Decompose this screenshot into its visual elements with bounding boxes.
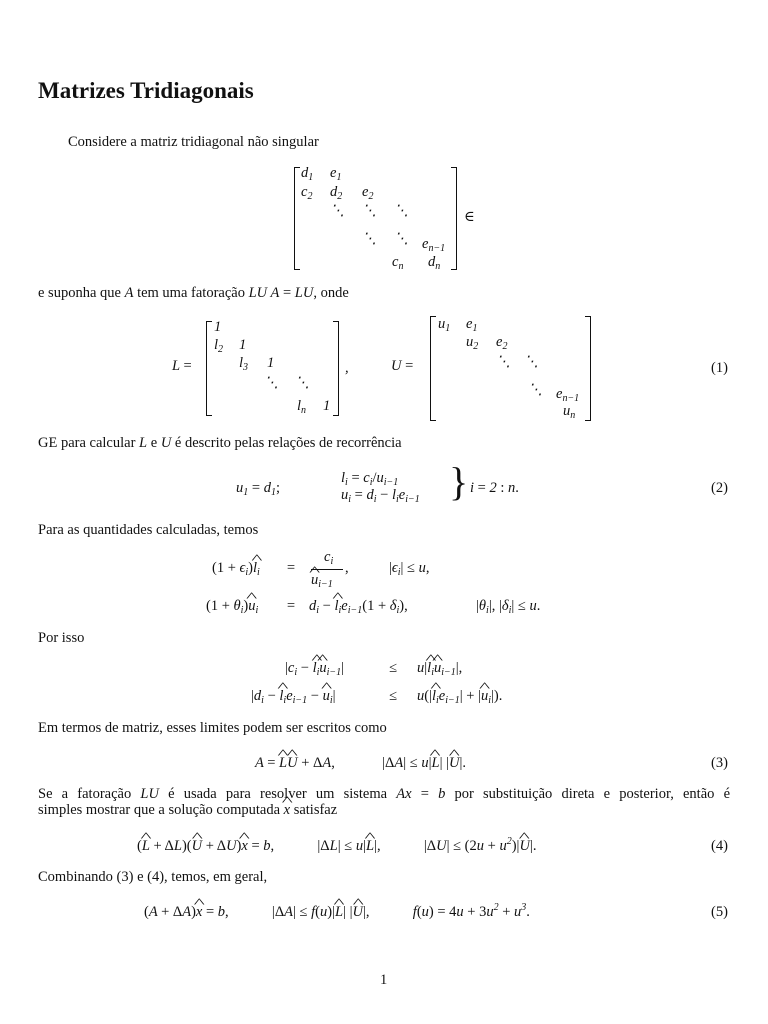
equation-number-1: (1) — [711, 360, 728, 376]
ge-text: GE para calcular L e U é descrito pelas relações de recorrência — [38, 435, 402, 451]
equation-number-2: (2) — [711, 480, 728, 496]
equation-4: (^ L + ΔL)(^ U + ΔU)^ x = b, |ΔL| ≤ u|^ L|, $|\Delta U| \le (2u + u^2)|\^{}$ U|. — [137, 838, 536, 855]
equation-3: A = ^ L^ U + ΔA, |ΔA| ≤ u|^ L| |^ U|. — [255, 755, 466, 772]
page-number: 1 — [380, 972, 388, 988]
suppose-text: e suponha que A tem uma fatoração LU A = LU, onde — [38, 285, 349, 301]
quantities-text: Para as quantidades calculadas, temos — [38, 522, 259, 538]
combining-text: Combinando (3) e (4), temos, em geral, — [38, 869, 268, 885]
page-title: Matrizes Tridiagonais — [38, 78, 254, 103]
matrix-terms-text: Em termos de matriz, esses limites podem ser escritos como — [38, 720, 387, 736]
por-isso-text: Por isso — [38, 630, 85, 646]
intro-text: Considere a matriz tridiagonal não singular — [68, 134, 319, 150]
se-text: Se a fatoração LU é usada para resolver um sistema Ax = b por substituição direta e posterior, então é simples mostrar que a solução computada ^ x satisfaz — [38, 786, 730, 818]
equation-number-4: (4) — [711, 838, 728, 854]
equation-5: (A + ΔA)^ x = b, |ΔA| ≤ f(u)|^ L| |^ U|, $f(u) = 4u + 3u^2 + u^3$. — [144, 904, 530, 921]
equation-number-3: (3) — [711, 755, 728, 771]
equation-number-5: (5) — [711, 904, 728, 920]
